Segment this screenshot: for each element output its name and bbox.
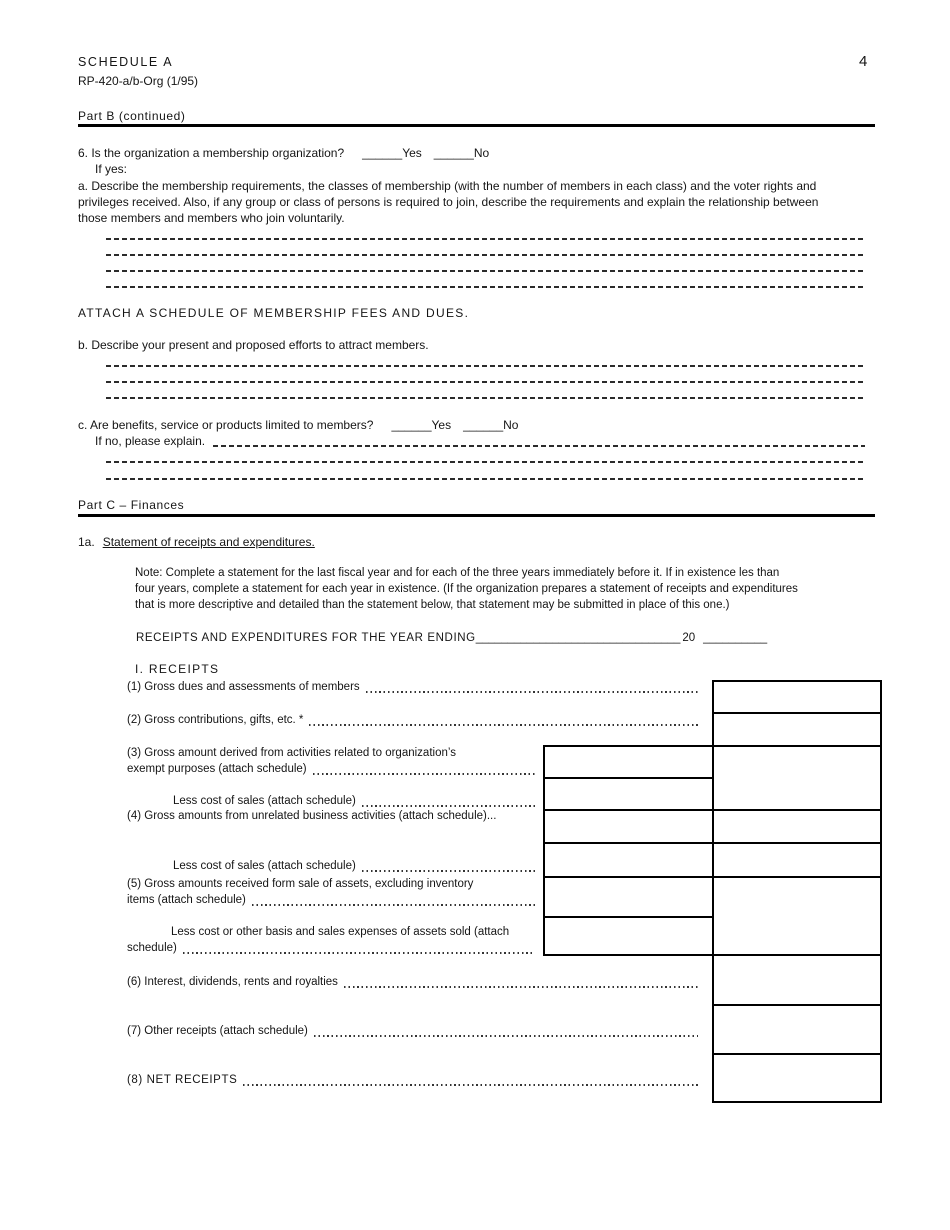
answer-line-a-3[interactable] bbox=[106, 270, 865, 272]
q6c-no-blank[interactable]: ______No bbox=[463, 418, 519, 432]
answer-line-a-2[interactable] bbox=[106, 254, 865, 256]
part-c-rule bbox=[78, 514, 875, 517]
receipt-row-3-less-cost bbox=[173, 794, 537, 809]
note-line-3: that is more descriptive and detailed than the statement below, that statement may be submitted in place of this one.) bbox=[135, 599, 730, 611]
dotted-leader bbox=[243, 1084, 698, 1086]
if-no-label: If no, please explain. bbox=[95, 434, 206, 448]
q6-no-blank[interactable]: ______No bbox=[433, 146, 490, 160]
receipt-row-8 bbox=[127, 1073, 700, 1088]
year-blank-2[interactable]: __________ bbox=[703, 632, 768, 644]
receipt-row-4-label: (4) Gross amounts from unrelated business activities (attach schedule)... bbox=[127, 810, 497, 822]
amount-cell-4-gross[interactable] bbox=[545, 811, 710, 840]
question-6a-line-3: those members and members who join voluntarily. bbox=[78, 211, 345, 225]
receipt-row-5-less-line-2 bbox=[127, 941, 537, 956]
amount-cell-3-gross[interactable] bbox=[545, 747, 710, 775]
answer-line-c-inline[interactable] bbox=[213, 445, 865, 447]
question-6c-text: c. Are benefits, service or products limited to members? bbox=[78, 418, 374, 432]
schedule-title: SCHEDULE A bbox=[78, 55, 174, 69]
receipt-row-7-label: (7) Other receipts (attach schedule) bbox=[127, 1025, 308, 1037]
note-line-2: four years, complete a statement for each year in existence. (If the organization prepares a statement of receipts and expenditures bbox=[135, 583, 798, 595]
receipt-row-5-label-2: items (attach schedule) bbox=[127, 894, 246, 906]
year-ending-blank[interactable]: ________________________________ bbox=[475, 632, 681, 644]
amount-cell-4b[interactable] bbox=[714, 844, 878, 874]
q6c-yes-blank[interactable]: ______Yes bbox=[391, 418, 452, 432]
note-line-1: Note: Complete a statement for the last fiscal year and for each of the three years immediately before it. If in existence les than bbox=[135, 567, 780, 579]
q6-yes-blank[interactable]: ______Yes bbox=[362, 146, 422, 160]
dotted-leader bbox=[366, 691, 698, 693]
receipt-row-6-label: (6) Interest, dividends, rents and royalties bbox=[127, 976, 338, 988]
dotted-leader bbox=[309, 724, 698, 726]
statement-title-row bbox=[136, 631, 767, 646]
question-6a-line-1: a. Describe the membership requirements, the classes of membership (with the number of members in each class) and the voter rights and bbox=[78, 179, 817, 193]
answer-line-c-2[interactable] bbox=[106, 461, 865, 463]
form-id: RP-420-a/b-Org (1/95) bbox=[78, 74, 199, 88]
question-6c-row bbox=[78, 418, 518, 433]
amount-cell-4-less-cost[interactable] bbox=[545, 844, 710, 874]
item-1a-title: Statement of receipts and expenditures. bbox=[102, 535, 315, 549]
receipt-row-7 bbox=[127, 1024, 700, 1039]
receipts-heading: I. RECEIPTS bbox=[135, 662, 220, 676]
part-b-heading: Part B (continued) bbox=[78, 109, 186, 123]
amount-cell-8[interactable] bbox=[714, 1055, 878, 1099]
question-6-row bbox=[78, 146, 489, 161]
receipt-row-5-label-1: (5) Gross amounts received form sale of assets, excluding inventory bbox=[127, 878, 474, 890]
answer-line-c-3[interactable] bbox=[106, 478, 865, 480]
amount-cell-4a[interactable] bbox=[714, 811, 878, 840]
receipt-row-8-label: (8) NET RECEIPTS bbox=[127, 1074, 238, 1086]
amount-cell-5-gross[interactable] bbox=[545, 878, 710, 914]
page-number: 4 bbox=[859, 53, 868, 70]
receipt-row-3-less-label: Less cost of sales (attach schedule) bbox=[173, 795, 356, 807]
amount-cell-3-less-cost[interactable] bbox=[545, 779, 710, 807]
item-1a-number: 1a. bbox=[78, 535, 95, 549]
receipt-row-5-less-label-2: schedule) bbox=[127, 942, 177, 954]
receipt-row-3-line-2 bbox=[127, 762, 537, 777]
amount-cell-6[interactable] bbox=[714, 956, 878, 1002]
receipt-row-6 bbox=[127, 975, 700, 990]
answer-line-b-3[interactable] bbox=[106, 397, 865, 399]
receipt-row-2 bbox=[127, 713, 700, 728]
statement-title: RECEIPTS AND EXPENDITURES FOR THE YEAR ENDING bbox=[136, 632, 476, 644]
item-1a-row bbox=[78, 535, 315, 550]
receipt-row-5-less-label-1: Less cost or other basis and sales expenses of assets sold (attach bbox=[171, 926, 510, 938]
receipt-row-5-line-2 bbox=[127, 893, 537, 908]
amount-cell-5-less-cost[interactable] bbox=[545, 918, 710, 952]
receipt-row-4-less-label: Less cost of sales (attach schedule) bbox=[173, 860, 356, 872]
answer-line-a-4[interactable] bbox=[106, 286, 865, 288]
dotted-leader bbox=[362, 805, 535, 807]
century-prefix: 20 bbox=[682, 632, 696, 644]
attach-schedule-note: ATTACH A SCHEDULE OF MEMBERSHIP FEES AND DUES. bbox=[78, 306, 470, 320]
question-6a-line-2: privileges received. Also, if any group or class of persons is required to join, describe the requirements and explain the relationship between bbox=[78, 195, 819, 209]
part-b-rule bbox=[78, 124, 875, 127]
dotted-leader bbox=[252, 904, 535, 906]
amount-cell-7[interactable] bbox=[714, 1006, 878, 1051]
receipt-row-4-less-cost bbox=[173, 859, 537, 874]
if-no-row bbox=[95, 434, 865, 449]
amount-cell-5-net[interactable] bbox=[714, 878, 878, 952]
dotted-leader bbox=[362, 870, 535, 872]
receipt-row-3-label-2: exempt purposes (attach schedule) bbox=[127, 763, 307, 775]
dotted-leader bbox=[314, 1035, 698, 1037]
receipt-row-1 bbox=[127, 680, 700, 695]
dotted-leader bbox=[344, 986, 698, 988]
dotted-leader bbox=[183, 952, 535, 954]
receipt-row-2-label: (2) Gross contributions, gifts, etc. * bbox=[127, 714, 304, 726]
dotted-leader bbox=[313, 773, 535, 775]
part-c-heading: Part C – Finances bbox=[78, 498, 185, 512]
grid-line bbox=[880, 680, 882, 1103]
amount-cell-3-net[interactable] bbox=[714, 747, 878, 807]
question-6b-text: b. Describe your present and proposed efforts to attract members. bbox=[78, 338, 429, 352]
if-yes-label: If yes: bbox=[95, 162, 128, 176]
amount-cell-1[interactable] bbox=[714, 682, 878, 710]
answer-line-b-1[interactable] bbox=[106, 365, 865, 367]
answer-line-a-1[interactable] bbox=[106, 238, 865, 240]
amount-cell-2[interactable] bbox=[714, 714, 878, 743]
answer-line-b-2[interactable] bbox=[106, 381, 865, 383]
receipt-row-1-label: (1) Gross dues and assessments of members bbox=[127, 681, 360, 693]
question-6-text: 6. Is the organization a membership organization? bbox=[78, 146, 345, 160]
grid-line bbox=[712, 1101, 882, 1103]
receipt-row-3-label-1: (3) Gross amount derived from activities related to organization’s bbox=[127, 747, 456, 759]
